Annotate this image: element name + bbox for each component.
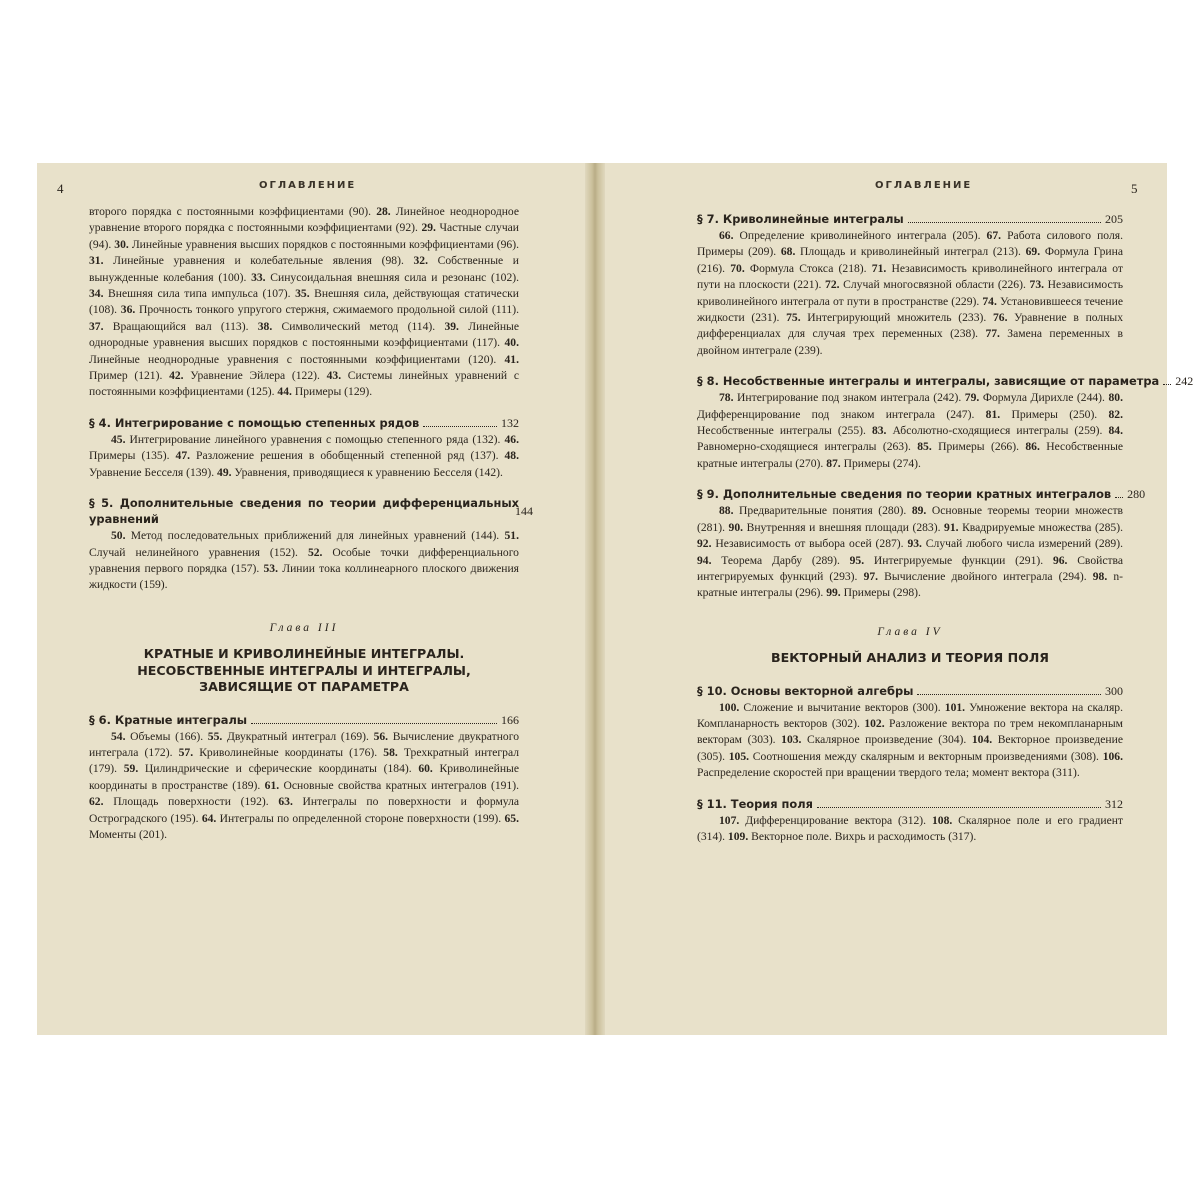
topic-number: 58. [383,746,398,760]
topic-number: 29. [421,221,436,235]
topic-number: 97. [863,569,879,583]
section-title: § 5. Дополнительные сведения по теории дифференциальных уравнений [89,496,519,527]
topic-number: 103. [781,733,802,747]
section-page-number: 132 [501,415,519,430]
topic-number: 84. [1108,424,1123,438]
toc-section [89,712,519,844]
section-heading[interactable] [697,211,1123,227]
section-topics [89,729,519,844]
topic-text: Основные свойства кратных интегралов (191). [279,778,519,792]
topic-number: 31. [89,254,104,268]
topic-text: Независимость криволинейного интеграла от пути в пространстве (229). [697,278,1124,308]
topic-number: 57. [178,746,194,760]
topic-number: 45. [111,432,126,446]
section-topics [697,700,1123,782]
topic-text: Предварительные понятия (280). [733,504,912,518]
topic-text: Линейное неоднородное уравнение второго порядка с постоянными коэффициентами (92). [89,205,520,235]
topic-text: Моменты (201). [89,828,168,842]
topic-text: Линейные уравнения и колебательные явления (98). [103,254,414,268]
topic-number: 48. [504,449,519,463]
topic-text: Замена переменных в двойном интеграле (239). [697,327,1123,357]
topic-number: 101. [944,700,966,714]
topic-text: Интегрируемые функции (291). [864,553,1053,567]
topic-number: 50. [111,529,126,543]
toc-section [697,486,1146,601]
topic-text: Основные теоремы теории множеств (281). [697,504,1123,534]
section-heading[interactable] [89,495,533,527]
topic-text: Пример (121). [89,369,170,383]
section-title: § 7. Криволинейные интегралы [697,212,904,226]
topic-number: 86. [1025,440,1040,454]
section-title: § 9. Дополнительные сведения по теории кратных интегралов [697,487,1112,502]
topic-number: 62. [89,795,104,809]
section-page-number: 242 [1175,374,1194,389]
topic-text: второго порядка с постоянными коэффициентами (90). [89,205,377,218]
topic-number: 63. [278,795,293,809]
toc-body [89,203,533,857]
topic-text: Свойства интегрируемых функций (293). [697,553,1124,583]
topic-text: Дифференцирование под знаком интеграла (247). [697,407,986,421]
topic-text: Двукратный интеграл (169). [222,729,374,743]
topic-number: 36. [120,303,136,317]
topic-number: 55. [207,729,223,743]
topic-number: 102. [864,717,885,731]
topic-number: 87. [826,456,841,470]
topic-number: 65. [504,811,519,825]
topic-number: 94. [697,553,712,567]
section-title: § 6. Кратные интегралы [89,712,248,727]
leader-dots [423,426,497,427]
topic-number: 49. [217,465,232,479]
topic-text: Примеры (129). [291,385,373,399]
topic-number: 76. [992,311,1008,325]
topic-number: 33. [251,270,266,284]
topic-number: 100. [719,700,740,714]
topic-number: 32. [413,254,428,268]
chapter-label: Глава IV [877,625,943,638]
section-heading[interactable] [697,683,1123,699]
topic-text: Частные случаи (94). [89,221,520,251]
leader-dots [908,222,1101,223]
topic-number: 105. [728,749,750,763]
topic-number: 78. [719,391,734,405]
chapter-title [697,650,1123,667]
topic-number: 28. [376,205,391,218]
section-topics [697,228,1123,359]
topic-number: 109. [727,830,749,844]
topic-text: Внешняя сила типа импульса (107). [103,287,296,301]
section-page-number: 280 [1127,487,1146,502]
topic-text: Криволинейные координаты в пространстве (189). [89,762,519,792]
topic-text: Уравнения, приводящиеся к уравнению Бесселя (142). [231,465,503,479]
topic-text: Скалярное произведение (304). [801,733,972,747]
section-topics [697,813,1123,846]
topic-text: Определение криволинейного интеграла (205). [733,229,987,242]
topic-number: 70. [730,261,745,275]
topic-text: Установившееся течение жидкости (231). [697,294,1123,325]
topic-text: Цилиндрические и сферические координаты (184). [138,762,419,776]
topic-text: Примеры (135). [89,449,176,463]
chapter-title-line: КРАТНЫЕ И КРИВОЛИНЕЙНЫЕ ИНТЕГРАЛЫ. [143,646,465,662]
topic-text: Случай любого числа измерений (289). [921,537,1123,551]
topic-text: Абсолютно-сходящиеся интегралы (259). [886,424,1109,438]
section-page-number: 300 [1105,683,1123,698]
topic-text: n-кратные интегралы (296). [697,569,1124,600]
topic-text: Криволинейные координаты (176). [193,746,384,760]
section-heading[interactable] [89,415,519,431]
topic-number: 91. [944,520,959,534]
topic-text: Внешняя сила, действующая статически (108). [89,287,519,317]
topic-number: 67. [986,229,1002,242]
topic-text: Равномерно-сходящиеся интегралы (263). [697,440,918,454]
toc-section [89,415,519,481]
topic-text: Интегрирование под знаком интеграла (242). [733,391,965,405]
leader-dots [1115,497,1123,498]
topic-number: 99. [826,586,841,600]
topic-number: 38. [257,319,273,333]
continuation-text [89,204,519,401]
topic-text: Уравнение в полных дифференциалах для случая трех переменных (238). [697,311,1124,341]
book-spread [37,163,1194,1035]
chapter-title [89,646,519,696]
toc-section [697,683,1123,782]
topic-text: Соотношения между скалярным и векторным произведениями (308). [749,749,1103,763]
running-head: ОГЛАВЛЕНИЕ [875,180,973,191]
topic-text: Уравнение Бесселя (139). [89,465,218,479]
left-page [37,163,592,1035]
topic-text: Символический метод (114). [272,319,445,333]
book-gutter [585,163,605,1035]
topic-text: Примеры (298). [840,586,921,600]
topic-number: 61. [264,778,280,792]
topic-number: 95. [849,553,865,567]
topic-text: Формула Стокса (218). [744,261,872,275]
topic-text: Синусоидальная внешняя сила и резонанс (102). [265,270,520,284]
topic-number: 79. [964,391,980,405]
topic-text: Теорема Дарбу (289). [711,553,850,567]
topic-text: Примеры (250). [1000,407,1109,421]
topic-text: Распределение скоростей при вращении твердого тела; момент вектора (311). [697,766,1080,780]
section-page-number: 166 [501,712,519,727]
section-title: § 11. Теория поля [697,796,813,811]
topic-text: Формула Дирихле (244). [979,391,1109,405]
topic-number: 71. [871,261,887,275]
topic-text: Интегрирующий множитель (233). [800,311,993,325]
topic-text: Вычисление двойного интеграла (294). [878,569,1093,583]
page-number: 4 [57,181,64,196]
topic-number: 44. [277,385,292,399]
topic-text: Случай нелинейного уравнения (152). [89,545,308,559]
section-topics [697,390,1123,472]
topic-text: Трехкратный интеграл (179). [89,746,519,776]
topic-text: Объемы (166). [125,729,208,743]
topic-number: 69. [1025,245,1041,259]
topic-number: 59. [123,762,139,776]
topic-number: 47. [175,449,191,463]
topic-text: Разложение решения в обобщенный степенной ряд (137). [190,449,505,463]
topic-number: 41. [504,352,519,366]
leader-dots [1163,384,1171,385]
topic-text: Случай многосвязной области (226). [839,278,1030,292]
topic-text: Собственные и вынужденные колебания (100). [89,254,519,284]
topic-text: Линейные уравнения высших порядков с постоянными коэффициентами (96). [128,237,519,251]
topic-text: Особые точки дифференциального уравнения первого порядка (157). [89,545,519,575]
topic-text: Формула Грина (216). [697,245,1123,275]
topic-text: Интегрирование линейного уравнения с помощью степенного ряда (132). [125,432,505,446]
topic-number: 83. [871,424,887,438]
toc-section [697,211,1123,359]
topic-number: 66. [719,229,734,242]
toc-section [89,495,533,594]
chapter-label: Глава III [269,621,339,634]
topic-number: 68. [780,245,796,259]
topic-number: 35. [295,287,310,301]
topic-number: 30. [114,237,129,251]
topic-number: 81. [985,407,1001,421]
section-page-number: 205 [1105,212,1123,226]
topic-text: Векторное поле. Вихрь и расходимость (317). [748,830,977,844]
topic-number: 43. [326,369,342,383]
topic-number: 56. [373,729,389,743]
topic-number: 39. [444,319,459,333]
topic-number: 108. [931,813,953,827]
section-topics [697,503,1123,601]
topic-text: Площадь и криволинейный интеграл (213). [795,245,1026,259]
topic-text: Примеры (266). [931,440,1026,454]
topic-number: 80. [1108,391,1123,405]
topic-number: 60. [418,762,433,776]
toc-section [697,796,1123,846]
topic-text: Сложение и вычитание векторов (300). [739,700,945,714]
chapter-title-line: ВЕКТОРНЫЙ АНАЛИЗ И ТЕОРИЯ ПОЛЯ [771,650,1049,666]
section-topics [89,432,519,481]
leader-dots [817,807,1101,808]
topic-number: 88. [719,504,734,518]
topic-number: 75. [786,311,801,325]
topic-text: Независимость от выбора осей (287). [711,537,908,551]
topic-number: 93. [907,537,922,551]
topic-number: 53. [263,561,278,575]
topic-text: Несобственные кратные интегралы (270). [697,440,1124,470]
leader-dots [917,694,1101,695]
topic-text: Площадь поверхности (192). [103,795,279,809]
topic-number: 104. [971,733,993,747]
topic-text: Прочность тонкого упругого стержня, сжимаемого продольной силой (111). [135,303,519,317]
running-head: ОГЛАВЛЕНИЕ [259,180,357,191]
topic-text: Скалярное поле и его градиент (314). [697,813,1123,844]
topic-text: Работа силового поля. Примеры (209). [697,229,1123,259]
topic-number: 37. [89,319,104,333]
section-page-number: 144 [515,504,533,519]
chapter-title-line: НЕСОБСТВЕННЫЕ ИНТЕГРАЛЫ И ИНТЕГРАЛЫ, [137,662,471,678]
topic-text: Линейные однородные уравнения высших порядков с постоянными коэффициентами (117). [89,319,519,350]
section-page-number: 312 [1105,796,1123,811]
section-title: § 10. Основы векторной алгебры [697,683,914,698]
topic-number: 82. [1108,407,1123,421]
topic-text: Несобственные интегралы (255). [697,424,872,438]
toc-section [697,373,1194,472]
topic-number: 89. [911,504,927,518]
topic-text: Линейные неоднородные уравнения с постоянными коэффициентами (120). [89,352,505,366]
topic-number: 46. [504,432,519,446]
topic-text: Умножение вектора на скаляр. Компланарность векторов (302). [697,700,1123,731]
topic-number: 77. [985,327,1000,341]
topic-text: Вращающийся вал (113). [103,319,258,333]
topic-number: 72. [825,278,840,292]
topic-text: Квадрируемые множества (285). [958,520,1123,534]
topic-text: Интегралы по определенной стороне поверхности (199). [216,811,505,825]
topic-number: 90. [728,520,744,534]
topic-number: 54. [111,729,126,743]
topic-text: Разложение вектора по трем некомпланарным векторам (303). [697,717,1123,747]
topic-number: 96. [1052,553,1068,567]
topic-text: Интегралы по поверхности и формула Остроградского (195). [89,795,519,825]
chapter-title-line: ЗАВИСЯЩИЕ ОТ ПАРАМЕТРА [199,679,409,695]
topic-text: Векторное произведение (305). [697,733,1123,763]
topic-number: 52. [307,545,323,559]
toc-body [697,211,1194,859]
topic-number: 34. [89,287,104,301]
topic-number: 85. [917,440,932,454]
section-title: § 4. Интегрирование с помощью степенных рядов [89,415,420,430]
leader-dots [251,723,497,724]
topic-number: 106. [1102,749,1123,763]
topic-text: Примеры (274). [840,456,921,470]
topic-text: Вычисление двукратного интеграла (172). [89,729,519,760]
topic-number: 73. [1029,278,1045,292]
right-page [597,163,1194,1035]
section-topics [89,528,519,594]
topic-number: 92. [697,537,712,551]
topic-number: 98. [1092,569,1108,583]
section-title: § 8. Несобственные интегралы и интегралы, зависящие от параметра [697,374,1160,389]
topic-text: Метод последовательных приближений для линейных уравнений (144). [125,529,505,543]
topic-text: Внутренняя и внешняя площади (283). [743,520,945,534]
topic-number: 51. [504,529,519,543]
topic-text: Линии тока коллинеарного плоского движения жидкости (159). [89,561,519,592]
topic-number: 40. [504,336,519,350]
section-heading[interactable] [697,486,1146,502]
topic-text: Уравнение Эйлера (122). [183,369,327,383]
topic-text: Системы линейных уравнений с постоянными коэффициентами (125). [89,369,519,399]
topic-number: 74. [982,294,997,308]
topic-number: 64. [201,811,217,825]
topic-number: 107. [719,813,740,827]
topic-number: 42. [169,369,184,383]
section-heading[interactable] [89,712,519,728]
topic-text: Дифференцирование вектора (312). [739,813,932,827]
page-number: 5 [1131,181,1138,196]
section-heading[interactable] [697,373,1194,389]
topic-text: Независимость криволинейного интеграла от пути на плоскости (221). [697,261,1123,292]
section-heading[interactable] [697,796,1123,812]
